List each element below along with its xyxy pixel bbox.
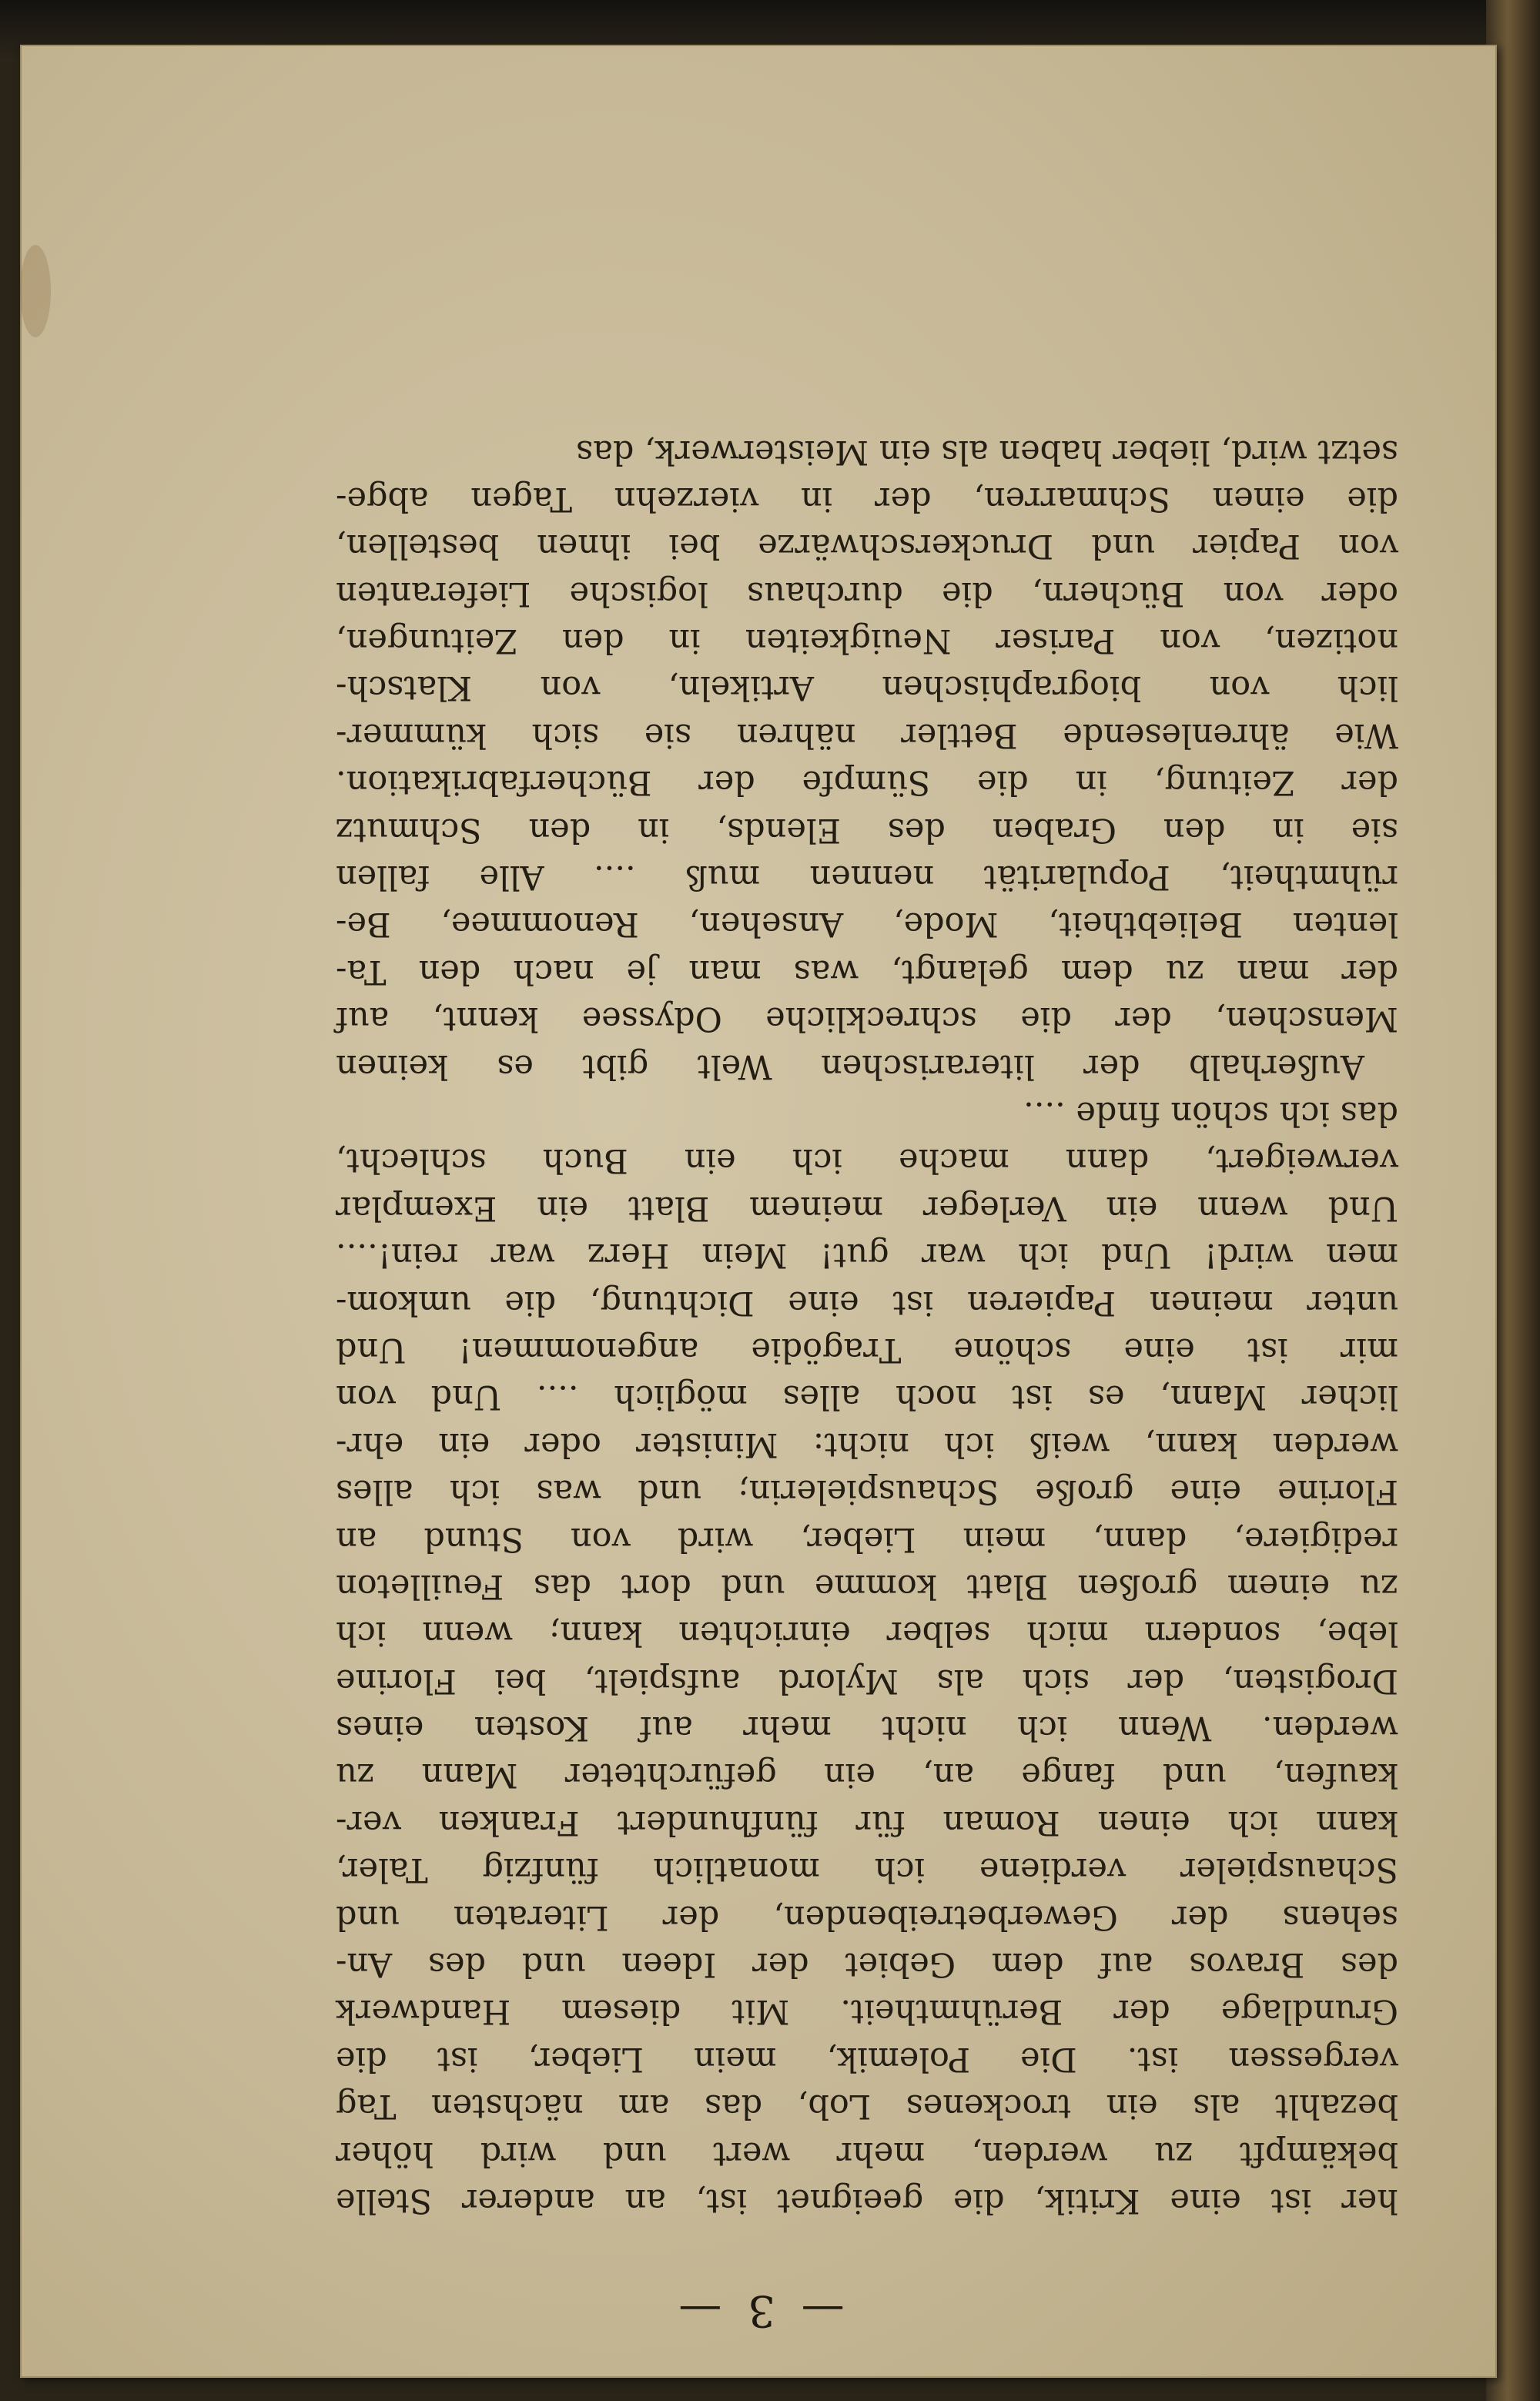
text-line: her ist eine Kritik, die geeignet ist, an anderer Stelle bbox=[336, 2182, 1398, 2220]
text-line: der man zu dem gelangt, was man je nach den Ta- bbox=[336, 952, 1398, 991]
text-line: des Bravos auf dem Gebiet der Ideen und des An- bbox=[336, 1945, 1398, 1984]
text-line: vergessen ist. Die Polemik, mein Lieber, ist die bbox=[336, 2039, 1398, 2078]
text-line: bezahlt als ein trockenes Lob, das am nächsten Tag bbox=[336, 2087, 1398, 2126]
page-content-upside-down bbox=[20, 45, 1497, 2378]
text-line: setzt wird, lieber haben als ein Meisterwerk, das bbox=[576, 432, 1398, 471]
text-line: oder von Büchern, die durchaus logische Lieferanten bbox=[336, 574, 1398, 613]
text-line: redigiere, dann, mein Lieber, wird von Stund an bbox=[336, 1519, 1398, 1559]
text-line: sehens der Gewerbetreibenden, der Literaten und bbox=[336, 1897, 1398, 1937]
text-line: verweigert, dann mache ich ein Buch schlecht, bbox=[336, 1141, 1398, 1180]
page-number: — 3 — bbox=[672, 2285, 845, 2336]
text-line: Menschen, der die schreckliche Odyssee kennt, auf bbox=[336, 1000, 1398, 1039]
text-line: der Zeitung, in die Sümpfe der Bücherfabrikation. bbox=[336, 763, 1398, 802]
text-line: sie in den Graben des Elends, in den Schmutz bbox=[336, 810, 1398, 849]
text-line: Florine eine große Schauspielerin; und was ich alles bbox=[336, 1472, 1398, 1512]
text-line: bekämpft zu werden, mehr wert und wird höher bbox=[336, 2134, 1398, 2173]
text-line: lebe, sondern mich selber einrichten kann; wenn ich bbox=[336, 1614, 1398, 1653]
text-line: rühmtheit, Popularität nennen muß .... Alle fallen bbox=[336, 858, 1398, 897]
text-line: zu einem großen Blatt komme und dort das Feuilleton bbox=[336, 1566, 1398, 1606]
text-line: Drogisten, der sich als Mylord aufspielt, bei Florine bbox=[336, 1661, 1398, 1700]
text-line: lich von biographischen Artikeln, von Klatsch- bbox=[336, 668, 1398, 708]
book-page bbox=[20, 45, 1497, 2378]
text-line: licher Mann, es ist noch alles möglich .... Und von bbox=[336, 1378, 1398, 1417]
text-line: unter meinen Papieren ist eine Dichtung, die umkom- bbox=[336, 1283, 1398, 1322]
text-line: das ich schön finde .... bbox=[1023, 1094, 1398, 1134]
text-line: die einen Schmarren, der in vierzehn Tagen abge- bbox=[336, 479, 1398, 518]
text-line: von Papier und Druckerschwärze bei ihnen bestellen, bbox=[336, 527, 1398, 566]
text-line: werden. Wenn ich nicht mehr auf Kosten eines bbox=[336, 1709, 1398, 1748]
text-line: werden kann, weiß ich nicht: Minister oder ein ehr- bbox=[336, 1425, 1398, 1464]
text-line: Wie ährenlesende Bettler nähren sie sich kümmer- bbox=[336, 715, 1398, 755]
text-line: Außerhalb der literarischen Welt gibt es keinen bbox=[336, 1046, 1364, 1086]
text-line: notizen, von Pariser Neuigkeiten in den Zeitungen, bbox=[336, 621, 1398, 661]
text-line: lenten Beliebtheit, Mode, Ansehen, Renommee, Be- bbox=[336, 905, 1398, 944]
text-line: men wird! Und ich war gut! Mein Herz war rein!.... bbox=[336, 1236, 1398, 1275]
text-line: mir ist eine schöne Tragödie angenommen! Und bbox=[336, 1330, 1398, 1369]
text-line: Grundlage der Berühmtheit. Mit diesem Handwerk bbox=[336, 1992, 1398, 2031]
text-line: kann ich einen Roman für fünfhundert Franken ver- bbox=[336, 1803, 1398, 1842]
text-line: Und wenn ein Verleger meinem Blatt ein Exemplar bbox=[336, 1188, 1398, 1227]
body-text bbox=[336, 427, 1398, 2224]
text-line: Schauspieler verdiene ich monatlich fünfzig Taler, bbox=[336, 1850, 1398, 1890]
text-line: kaufen, und fange an, ein gefürchteter Mann zu bbox=[336, 1756, 1398, 1795]
